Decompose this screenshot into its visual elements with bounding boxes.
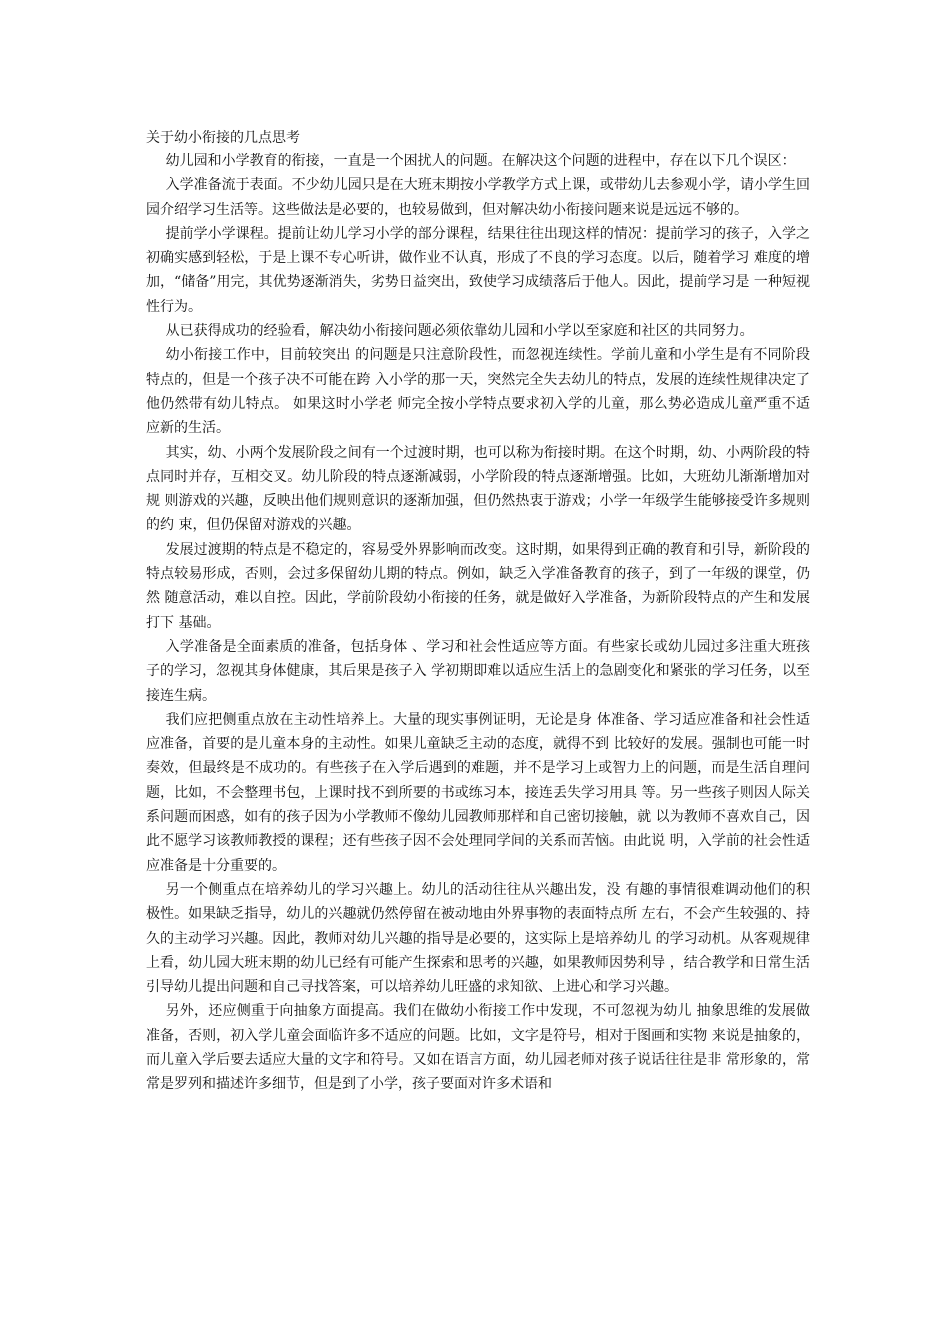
paragraph-3: 提前学小学课程。提前让幼儿学习小学的部分课程，结果往往出现这样的情况：提前学习的孩子，入学之初确实感到轻松，于是上课不专心听讲，做作业不认真，形成了不良的学习态度。以后，随着学习 难度的增加，“储备”用完，其优势逐渐消失，劣势日益突出，致使学习成绩落后于他人。因此，提前学习是 一种短视性行为。 xyxy=(146,225,810,315)
paragraph-6: 其实，幼、小两个发展阶段之间有一个过渡时期，也可以称为衔接时期。在这个时期，幼、小两阶段的特 点同时并存，互相交叉。幼儿阶段的特点逐渐减弱，小学阶段的特点逐渐增强。比如，大班幼儿渐渐增加对规 则游戏的兴趣，反映出他们规则意识的逐渐加强，但仍然热衷于游戏；小学一年级学生能够接受许多规则的约 束，但仍保留对游戏的兴趣。 xyxy=(146,444,810,534)
paragraph-8: 入学准备是全面素质的准备，包括身体 、学习和社会性适应等方面。有些家长或幼儿园过多注重大班孩子的学习，忽视其身体健康，其后果是孩子入 学初期即难以适应生活上的急剧变化和紧张的学习任务，以至接连生病。 xyxy=(146,638,810,704)
document-page xyxy=(146,127,810,1097)
paragraph-2: 入学准备流于表面。不少幼儿园只是在大班末期按小学教学方式上课，或带幼儿去参观小学，请小学生回 园介绍学习生活等。这些做法是必要的，也较易做到，但对解决幼小衔接问题来说是远远不够的。 xyxy=(146,177,810,218)
document-title: 关于幼小衔接的几点思考 xyxy=(146,130,300,146)
paragraph-7: 发展过渡期的特点是不稳定的，容易受外界影响而改变。这时期，如果得到正确的教育和引导，新阶段的 特点较易形成，否则，会过多保留幼儿期的特点。例如，缺乏入学准备教育的孩子，到了一年级的课堂，仍然 随意活动，难以自控。因此，学前阶段幼小衔接的任务，就是做好入学准备，为新阶段特点的产生和发展打下 基础。 xyxy=(146,541,810,631)
paragraph-10: 另一个侧重点在培养幼儿的学习兴趣上。幼儿的活动往往从兴趣出发，没 有趣的事情很难调动他们的积极性。如果缺乏指导，幼儿的兴趣就仍然停留在被动地由外界事物的表面特点所 左右，不会产生较强的、持久的主动学习兴趣。因此，教师对幼儿兴趣的指导是必要的，这实际上是培养幼儿 的学习动机。从客观规律上看，幼儿园大班末期的幼儿已经有可能产生探索和思考的兴趣，如果教师因势利导 ，结合教学和日常生活引导幼儿提出问题和自己寻找答案，可以培养幼儿旺盛的求知欲、上进心和学习兴趣。 xyxy=(146,881,810,996)
paragraph-4: 从已获得成功的经验看，解决幼小衔接问题必须依靠幼儿园和小学以至家庭和社区的共同努力。 xyxy=(165,323,754,340)
paragraph-1: 幼儿园和小学教育的衔接，一直是一个困扰人的问题。在解决这个问题的进程中，存在以下几个误区： xyxy=(165,153,796,169)
paragraph-11: 另外，还应侧重于向抽象方面提高。我们在做幼小衔接工作中发现，不可忽视为幼儿 抽象思维的发展做准备，否则，初入学儿童会面临许多不适应的问题。比如，文字是符号，相对于图画和实物 来说是抽象的，而儿童入学后要去适应大量的文字和符号。又如在语言方面，幼儿园老师对孩子说话往往是非 常形象的，常常是罗列和描述许多细节，但是到了小学，孩子要面对许多术语和 xyxy=(146,1003,810,1093)
paragraph-5: 幼小衔接工作中，目前较突出 的问题是只注意阶段性，而忽视连续性。学前儿童和小学生是有不同阶段特点的，但是一个孩子决不可能在跨 入小学的那一天，突然完全失去幼儿的特点，发展的连续性规律决定了他仍然带有幼儿特点。 如果这时小学老 师完全按小学特点要求初入学的儿童，那么势必造成儿童严重不适应新的生活。 xyxy=(146,347,810,437)
paragraph-9: 我们应把侧重点放在主动性培养上。大量的现实事例证明，无论是身 体准备、学习适应准备和社会性适应准备，首要的是儿童本身的主动性。如果儿童缺乏主动的态度，就得不到 比较好的发展。强制也可能一时奏效，但最终是不成功的。有些孩子在入学后遇到的难题，并不是学习上或智力上的问题，而是生活自理问题，比如，不会整理书包，上课时找不到所要的书或练习本，接连丢失学习用具 等。另一些孩子则因人际关系问题而困惑，如有的孩子因为小学教师不像幼儿园教师那样和自己密切接触，就 以为教师不喜欢自己，因此不愿学习该教师教授的课程；还有些孩子因不会处理同学间的关系而苦恼。由此说 明，入学前的社会性适应准备是十分重要的。 xyxy=(146,711,810,874)
